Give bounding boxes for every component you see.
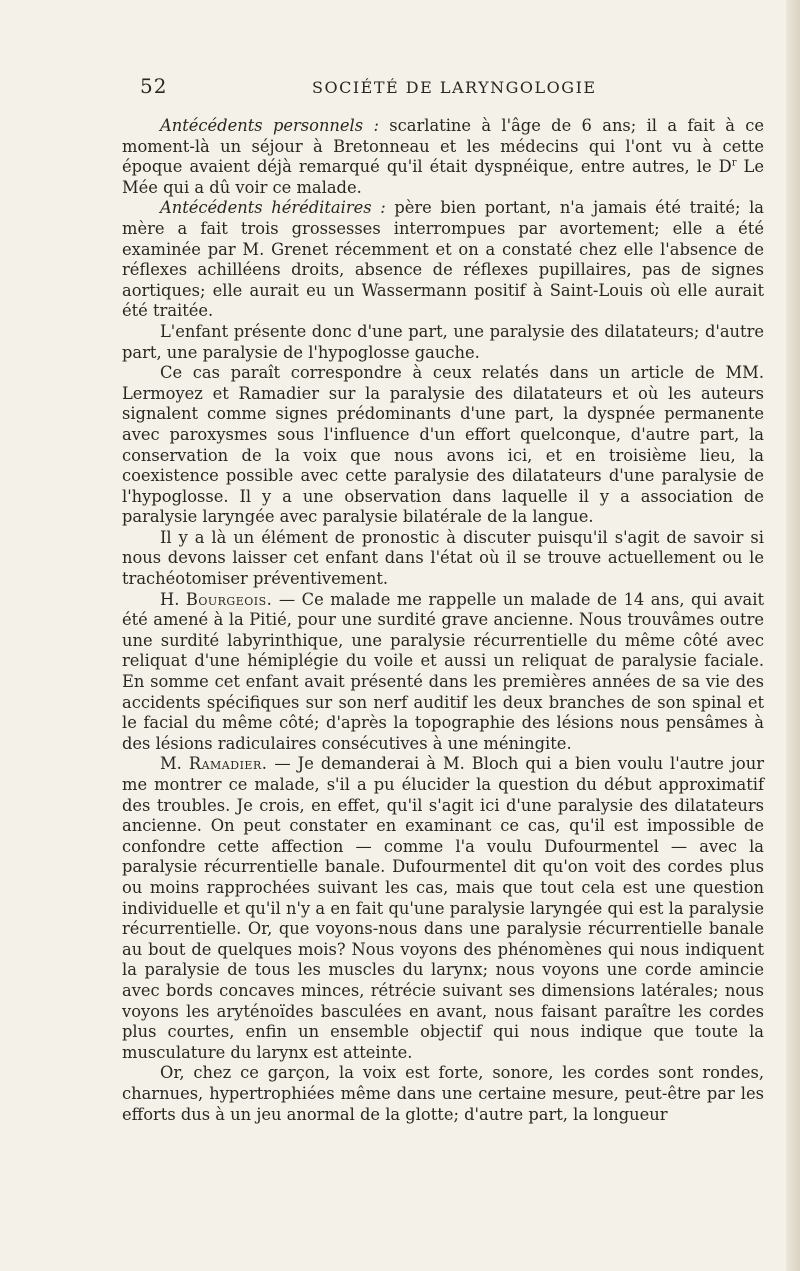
paragraph (122, 198, 764, 322)
paragraph-text: L'enfant présente donc d'une part, une paralysie des dilatateurs; d'autre part, une paralysie de l'hypoglosse gauche. (122, 321, 764, 362)
running-title: SOCIÉTÉ DE LARYNGOLOGIE (312, 78, 597, 97)
paragraph-text: Le Mée qui a dû voir ce malade. (122, 157, 764, 197)
paragraph-text: — Je demanderai à M. Bloch qui a bien voulu l'autre jour me montrer ce malade, s'il a pu élucider la question du début approximatif des troubles. Je crois, en effet, qu'il s'agit ici d'une paralysie des dilatateurs ancienne. On peut constater en examinant ce cas, qu'il est impossible de confondre cette affection — comme l'a voulu Dufourmentel — avec la paralysie récurrentielle banale. Dufourmentel dit qu'on voit des cordes plus ou moins rapprochées suivant les cas, mais que tout cela est une question individuelle et qu'il n'y a en fait qu'une paralysie laryngée qui est la paralysie récurrentielle. Or, que voyons-nous dans une paralysie récurrentielle banale au bout de quelques mois? Nous voyons des phénomènes qui nous indiquent la paralysie de tous les muscles du larynx; nous voyons une corde amincie avec bords concaves minces, rétrécie suivant ses dimensions latérales; nous voyons les aryténoïdes basculées en avant, nous faisant paraître les cordes plus courtes, enfin un ensemble objectif qui nous indique que toute la musculature du larynx est atteinte. (122, 754, 764, 1062)
paragraph (122, 528, 764, 590)
speaker-prefix: H. (160, 589, 186, 609)
paragraph (122, 363, 764, 528)
paragraph-text: père bien portant, n'a jamais été traité; la mère a fait trois grossesses interrompues par avortement; elle a été examinée par M. Grenet récemment et on a constaté chez elle l'absence de réflexes achilléens droits, absence de réflexes pupillaires, pas de signes aortiques; elle aurait eu un Wassermann positif à Saint-Louis où elle aurait été traitée. (122, 198, 764, 321)
section-label: Antécédents personnels : (160, 116, 379, 135)
superscript: r (731, 157, 737, 169)
page-header (140, 74, 680, 104)
speaker-name: Bourgeois. (185, 589, 273, 609)
paragraph (122, 1063, 764, 1125)
section-label: Antécédents héréditaires : (160, 198, 386, 218)
paragraph-text: scarlatine à l'âge de 6 ans; il a fait à ce moment-là un séjour à Bretonneau et les médecins qui l'ont vu à cette époque avaient déjà remarqué qu'il était dyspnéique, entre autres, le D (122, 116, 764, 177)
paragraph (122, 322, 764, 363)
paragraph-text: — Ce malade me rappelle un malade de 14 ans, qui avait été amené à la Pitié, pour une surdité grave ancienne. Nous trouvâmes outre une surdité labyrinthique, une paralysie récurrentielle du même côté avec reliquat d'une hémiplégie du voile et aussi un reliquat de paralysie faciale. En somme cet enfant avait présenté dans les premières années de sa vie des accidents spécifiques sur son nerf auditif les deux branches de son spinal et le facial du même côté; d'après la topographie des lésions nous pensâmes à des lésions radiculaires consécutives à une méningite. (122, 589, 765, 753)
paragraph (122, 754, 764, 1063)
page-edge (786, 0, 800, 1271)
paragraph-text: Ce cas paraît correspondre à ceux relatés dans un article de MM. Lermoyez et Ramadier sur la paralysie des dilatateurs et où les auteurs signalent comme signes prédominants d'une part, la dyspnée permanente avec paroxysmes sous l'influence d'un effort quelconque, d'autre part, la conservation de la voix que nous avons ici, et en troisième lieu, la coexistence possible avec cette paralysie des dilatateurs d'une paralysie de l'hypoglosse. Il y a une observation dans laquelle il y a association de paralysie laryngée avec paralysie bilatérale de la langue. (122, 363, 764, 527)
speaker-name: Ramadier. (188, 754, 268, 774)
page-number: 52 (140, 74, 168, 98)
paragraph-text: Or, chez ce garçon, la voix est forte, sonore, les cordes sont rondes, charnues, hypertrophiées même dans une certaine mesure, peut-être par les efforts dus à un jeu anormal de la glotte; d'autre part, la longueur (122, 1063, 764, 1124)
body-text (122, 116, 764, 1125)
paragraph (122, 116, 764, 198)
paragraph (122, 590, 764, 755)
speaker-prefix: M. (160, 754, 189, 774)
paragraph-text: Il y a là un élément de pronostic à discuter puisqu'il s'agit de savoir si nous devons laisser cet enfant dans l'état où il se trouve actuellement ou le trachéotomiser préventivement. (122, 527, 764, 589)
